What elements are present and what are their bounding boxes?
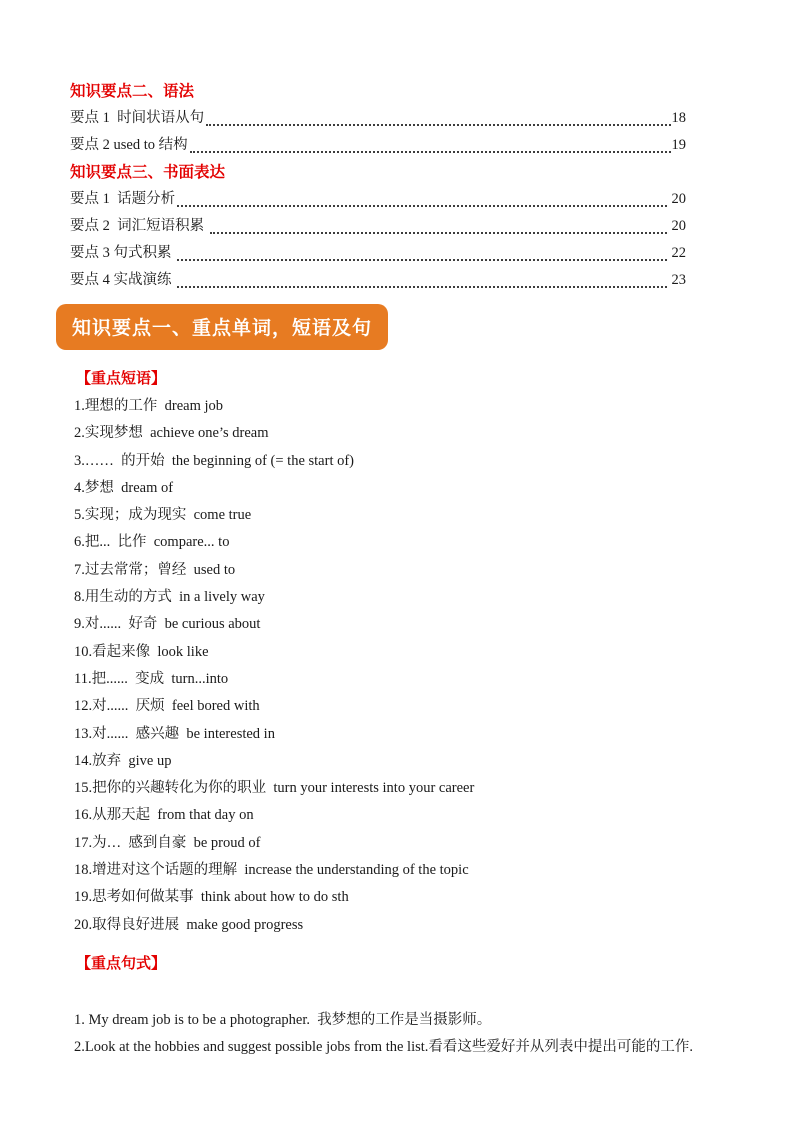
phrase-item: 7.过去常常；曾经 used to: [74, 561, 236, 578]
sentences-section-heading: 【重点句式】: [76, 955, 167, 972]
key-points-banner: 知识要点一、重点单词，短语及句: [56, 304, 388, 350]
toc-entry-label: 要点 1 时间状语从句: [70, 110, 205, 126]
toc-entry: [70, 267, 686, 294]
phrase-item: 10.看起来像 look like: [74, 643, 209, 660]
toc-entry: [70, 132, 686, 159]
toc-leader-dots: [190, 151, 671, 153]
phrase-item: 19.思考如何做某事 think about how to do sth: [74, 889, 349, 906]
phrase-item: 4.梦想 dream of: [74, 479, 174, 496]
toc-leader-dots: [177, 259, 667, 261]
phrase-item: 2.实现梦想 achieve one’s dream: [74, 425, 269, 442]
toc-entry-label: 要点 2 used to 结构: [70, 137, 188, 153]
toc-page-number: 20: [667, 218, 686, 234]
phrase-item: 16.从那天起 from that day on: [74, 807, 254, 824]
toc-entry: [70, 105, 686, 132]
sentence-item: 1. My dream job is to be a photographer. 我梦想的工作是当摄影师。: [74, 1011, 492, 1028]
toc-entry: [70, 186, 686, 213]
sentence-list: [70, 1007, 694, 1062]
toc-leader-dots: [210, 232, 667, 234]
phrase-item: 11.把...... 变成 turn...into: [74, 670, 229, 687]
toc-page-number: 18: [671, 110, 686, 126]
phrase-item: 9.对...... 好奇 be curious about: [74, 616, 261, 633]
toc-page-number: 20: [667, 191, 686, 207]
sentence-item: 2.Look at the hobbies and suggest possible jobs from the list.看看这些爱好并从列表中提出可能的工作.: [74, 1039, 694, 1056]
phrase-item: 12.对...... 厌烦 feel bored with: [74, 698, 260, 715]
toc-entry-label: 要点 4 实战演练: [70, 272, 176, 288]
toc-leader-dots: [177, 205, 667, 207]
toc-page-number: 19: [671, 137, 686, 153]
toc-entry: [70, 240, 686, 267]
phrase-item: 14.放弃 give up: [74, 752, 172, 769]
phrases-section-heading: 【重点短语】: [76, 371, 167, 387]
phrase-list: [70, 393, 686, 939]
toc-page-number: 23: [667, 272, 686, 288]
phrase-item: 1.理想的工作 dream job: [74, 398, 224, 414]
toc-entry-label: 要点 1 话题分析: [70, 191, 176, 207]
phrase-item: 5.实现；成为现实 come true: [74, 507, 252, 524]
phrase-item: 3.…… 的开始 the beginning of (= the start of): [74, 452, 355, 469]
phrase-item: 13.对...... 感兴趣 be interested in: [74, 725, 275, 742]
phrase-item: 8.用生动的方式 in a lively way: [74, 589, 265, 606]
toc-leader-dots: [206, 124, 670, 126]
document-content: [70, 78, 694, 1062]
phrase-item: 20.取得良好进展 make good progress: [74, 916, 304, 933]
phrase-item: 6.把... 比作 compare... to: [74, 534, 230, 551]
phrase-item: 15.把你的兴趣转化为你的职业 turn your interests into your career: [74, 780, 475, 797]
toc-entry-label: 要点 3 句式积累: [70, 245, 176, 261]
toc-leader-dots: [177, 286, 667, 288]
phrase-item: 17.为… 感到自豪 be proud of: [74, 834, 261, 851]
toc-entry-label: 要点 2 词汇短语积累: [70, 218, 208, 234]
toc-section-heading: 知识要点三、书面表达: [70, 164, 226, 181]
toc-page-number: 22: [667, 245, 686, 261]
toc-entry: [70, 213, 686, 240]
toc-section-heading: 知识要点二、语法: [70, 83, 195, 100]
phrase-item: 18.增进对这个话题的理解 increase the understanding of the topic: [74, 862, 469, 879]
